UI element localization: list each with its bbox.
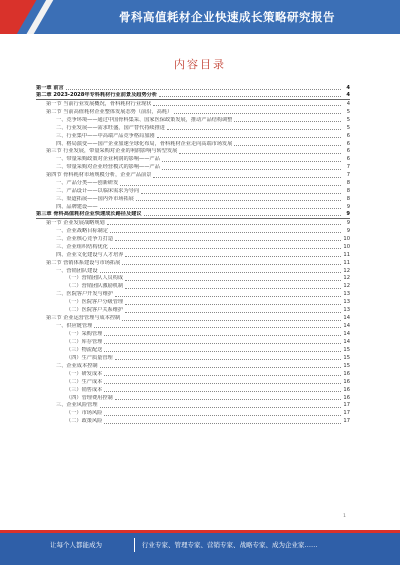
toc-leader-dots [144,215,341,216]
toc-leader-dots [104,351,341,352]
toc-leader-dots [100,208,341,209]
toc-entry[interactable] [36,219,350,227]
toc-entry[interactable] [36,116,350,124]
toc-entry[interactable] [36,354,350,362]
toc-entry-page: 9 [346,204,350,210]
footer-slogan-right: 行业专家、管理专家、营销专家、战略专家、成为企业家…… [142,541,318,549]
toc-entry-label: 二、企业成本控制 [56,362,98,369]
toc-entry-label: 一、带量采购政策对企业利润的影响——产品 [56,156,160,163]
toc-entry-page: 16 [343,370,350,377]
toc-leader-dots [122,264,341,265]
toc-entry[interactable] [36,298,350,306]
toc-entry-label: （二）库存管理 [66,338,103,345]
toc-entry-page: 10 [343,235,350,242]
toc-entry-label: （三）物流配送 [66,346,103,353]
toc-leader-dots [115,296,341,297]
toc-entry-page: 4 [346,100,350,107]
toc-entry-page: 9 [346,210,350,217]
toc-entry[interactable] [36,402,350,410]
toc-entry[interactable] [36,378,350,386]
toc-entry-label: （二）营销团队激励机制 [66,283,124,290]
toc-leader-dots [110,232,341,233]
toc-entry[interactable] [36,179,350,187]
toc-entry-page: 17 [343,410,350,417]
toc-leader-dots [94,327,341,328]
toc-entry[interactable] [36,370,350,378]
toc-entry-label: （四）管理费用控制 [66,394,113,401]
toc-leader-dots [174,113,341,114]
toc-entry-label: 三、行业集中——中高端产品竞争格局加剧 [56,132,155,139]
page-number: 1 [343,514,346,519]
report-title: 骨科高值耗材企业快速成长策略研究报告 [119,10,335,24]
toc-entry-page: 14 [343,331,350,337]
toc-entry-page: 11 [343,251,350,258]
toc-leader-dots [125,312,341,313]
toc-entry-page: 5 [346,124,350,131]
toc-entry-page: 16 [343,386,350,393]
toc-leader-dots [125,304,341,305]
toc-entry-page: 12 [343,275,350,282]
footer-accent-line [0,530,400,533]
toc-leader-dots [115,240,341,241]
toc-entry-page: 17 [343,418,350,425]
toc-entry-label: 二、医院客户开发与维护 [56,291,114,298]
toc-entry-page: 15 [343,362,350,369]
toc-entry-label: 三、渠道拓展——国内外市场拓展 [56,196,134,203]
toc-entry[interactable] [36,171,350,179]
toc-leader-dots [104,415,341,416]
toc-entry-label: 第四节 骨科耗材市场规模分析，企业产品前景 [46,172,152,179]
toc-leader-dots [162,161,341,162]
toc-entry-label: 第三节 企业运营管理与成本控制 [46,315,121,322]
toc-entry-page: 8 [346,180,350,187]
toc-entry-label: 二、带量采购对企业经营模式的影响——产品 [56,164,160,171]
toc-entry[interactable] [36,417,350,425]
toc-entry[interactable] [36,275,350,283]
toc-leader-dots [100,367,341,368]
toc-entry[interactable] [36,409,350,417]
toc-entry-label: 一、企业战略目标制定 [56,227,108,234]
toc-entry-label: 一、供应链管理 [56,323,93,330]
toc-entry[interactable] [36,282,350,290]
toc-leader-dots [104,383,341,384]
toc-entry-page: 6 [346,148,350,155]
footer-slogan-left: 让每个人都能成为 [50,541,102,549]
toc-entry-label: 二、行业发展——需求旺盛，国产替代持续推进 [56,124,165,131]
toc-entry-label: 四、企业文化建设与人才培养 [56,251,124,258]
toc-entry-page: 4 [346,84,350,91]
toc-entry-label: 一、营销团队建设 [56,267,98,274]
toc-entry-label: 三、企业风险管理 [56,402,98,409]
toc-entry-label: 第二章 2023-2028年专科耗材行业前景及趋势分析 [36,91,158,98]
toc-entry-page: 4 [346,91,350,98]
toc-entry-label: （一）市场风险 [66,410,103,417]
toc-entry[interactable] [36,163,350,171]
toc-leader-dots [125,288,341,289]
toc-entry-label: （一）营销团队人员构成 [66,275,124,282]
toc-entry-page: 9 [346,227,350,234]
toc-entry[interactable] [36,330,350,338]
toc-entry-label: （四）生产质量管理 [66,354,113,361]
toc-leader-dots [141,193,341,194]
toc-entry[interactable] [36,227,350,235]
toc-entry[interactable] [36,155,350,163]
toc-entry-label: 四、品牌建设—— [56,204,98,210]
toc-entry-label: 一、竞争环境——通过中国骨科集采、国家医保政策发展，推动产品结构调整 [56,116,233,123]
toc-entry-label: 第二节 营销体系建设与市场拓展 [46,259,121,266]
toc-entry-label: （二）生产成本 [66,378,103,385]
toc-entry[interactable] [36,267,350,275]
toc-entry-page: 17 [343,402,350,409]
toc-leader-dots [66,89,341,90]
toc-entry[interactable] [36,362,350,370]
header-white-stripe [22,0,62,34]
toc-leader-dots [120,185,341,186]
toc-leader-dots [167,129,341,130]
toc-leader-dots [110,248,341,249]
toc-entry-page: 11 [343,259,350,266]
toc-entry-label: （二）政策风险 [66,418,103,425]
toc-entry[interactable] [36,108,350,116]
toc-entry-label: 三、企业组织结构优化 [56,243,108,250]
toc-leader-dots [153,105,341,106]
toc-leader-dots [104,375,341,376]
toc-entry-label: 第二节 当前高值耗材企业整体发展态势（前沿，高耗） [46,108,173,115]
toc-entry-page: 6 [346,156,350,163]
toc-entry[interactable] [36,132,350,140]
toc-entry-page: 5 [346,116,350,123]
toc-entry-page: 16 [343,378,350,385]
toc-entry-page: 14 [343,338,350,345]
toc-entry-label: 四、格局演变——国产企业加速全球化布局，骨科耗材企业走向高端市场发展 [56,140,233,147]
toc-entry[interactable] [36,92,350,100]
toc-entry[interactable] [36,187,350,195]
toc-leader-dots [125,256,341,257]
toc-entry[interactable] [36,211,350,219]
toc-entry-page: 7 [346,172,350,179]
toc-entry-page: 13 [343,291,350,298]
toc-leader-dots [125,280,341,281]
toc-entry[interactable] [36,290,350,298]
toc-entry[interactable] [36,322,350,330]
toc-entry-page: 8 [346,196,350,203]
toc-leader-dots [107,224,341,225]
toc-entry[interactable] [36,195,350,203]
toc-leader-dots [136,200,341,201]
footer-divider [134,538,135,552]
toc-entry-page: 13 [343,299,350,306]
toc-entry[interactable] [36,148,350,156]
toc-leader-dots [153,177,341,178]
toc-entry-label: （一）医院客户分级管理 [66,299,124,306]
toc-entry-page: 5 [346,108,350,115]
toc-entry-label: 二、企业核心竞争力打造 [56,235,114,242]
toc-entry-label: （二）医院客户关系维护 [66,307,124,314]
toc-entry[interactable] [36,314,350,322]
toc-entry[interactable] [36,306,350,314]
toc-entry-label: （三）销售成本 [66,386,103,393]
toc-entry-page: 12 [343,267,350,274]
toc-leader-dots [234,145,341,146]
toc-entry-page: 13 [343,307,350,314]
toc-entry[interactable] [36,386,350,394]
toc-entry-page: 14 [343,315,350,322]
toc-entry[interactable] [36,140,350,148]
toc-leader-dots [100,272,341,273]
toc-entry-label: （一）研发成本 [66,370,103,377]
toc-entry-page: 6 [346,132,350,139]
toc-entry-label: 第三章 骨科高值耗材企业快速成长路径及建议 [36,210,142,217]
toc-entry-label: 第三节 行业发展，带量采购对企业的利润影响与转型发展 [46,148,178,155]
toc-entry-page: 7 [346,164,350,171]
toc-leader-dots [115,399,341,400]
toc-leader-dots [122,320,341,321]
toc-leader-dots [179,153,341,154]
toc-entry-page: 12 [343,283,350,290]
toc-leader-dots [157,137,341,138]
toc-entry[interactable] [36,235,350,243]
toc-entry-label: 二、产品设计——以临床需求为导向 [56,188,140,195]
page-footer [0,530,400,565]
toc-entry-label: 第一章 前言 [36,84,64,91]
page-header [0,0,400,34]
toc-leader-dots [162,169,341,170]
toc-entry-page: 15 [343,346,350,353]
toc-entry-page: 10 [343,243,350,250]
toc-leader-dots [104,343,341,344]
table-of-contents [36,84,350,425]
toc-leader-dots [234,121,341,122]
toc-leader-dots [104,391,341,392]
toc-leader-dots [115,359,341,360]
toc-entry-page: 15 [343,354,350,361]
toc-entry-page: 16 [343,394,350,401]
toc-entry[interactable] [36,259,350,267]
toc-entry-page: 8 [346,188,350,195]
toc-entry[interactable] [36,394,350,402]
toc-entry-page: 14 [343,323,350,330]
toc-entry[interactable] [36,251,350,259]
toc-leader-dots [159,96,341,97]
toc-leader-dots [104,335,341,336]
toc-entry-label: （一）采购管理 [66,331,103,337]
toc-entry-label: 一、产品分类——创新研发 [56,180,119,187]
toc-entry[interactable] [36,100,350,108]
toc-leader-dots [104,423,341,424]
toc-entry[interactable] [36,124,350,132]
toc-leader-dots [100,407,341,408]
toc-entry[interactable] [36,338,350,346]
toc-entry-label: 第一节 企业发展战略规划 [46,219,105,226]
toc-entry[interactable] [36,346,350,354]
toc-entry[interactable] [36,243,350,251]
toc-entry-page: 6 [346,140,350,147]
toc-entry[interactable] [36,203,350,211]
toc-heading: 内容目录 [174,58,226,71]
toc-entry-page: 9 [346,219,350,226]
toc-entry[interactable] [36,84,350,92]
toc-entry-label: 第一节 当前行业发展概况，骨科耗材行业现状 [46,100,152,107]
